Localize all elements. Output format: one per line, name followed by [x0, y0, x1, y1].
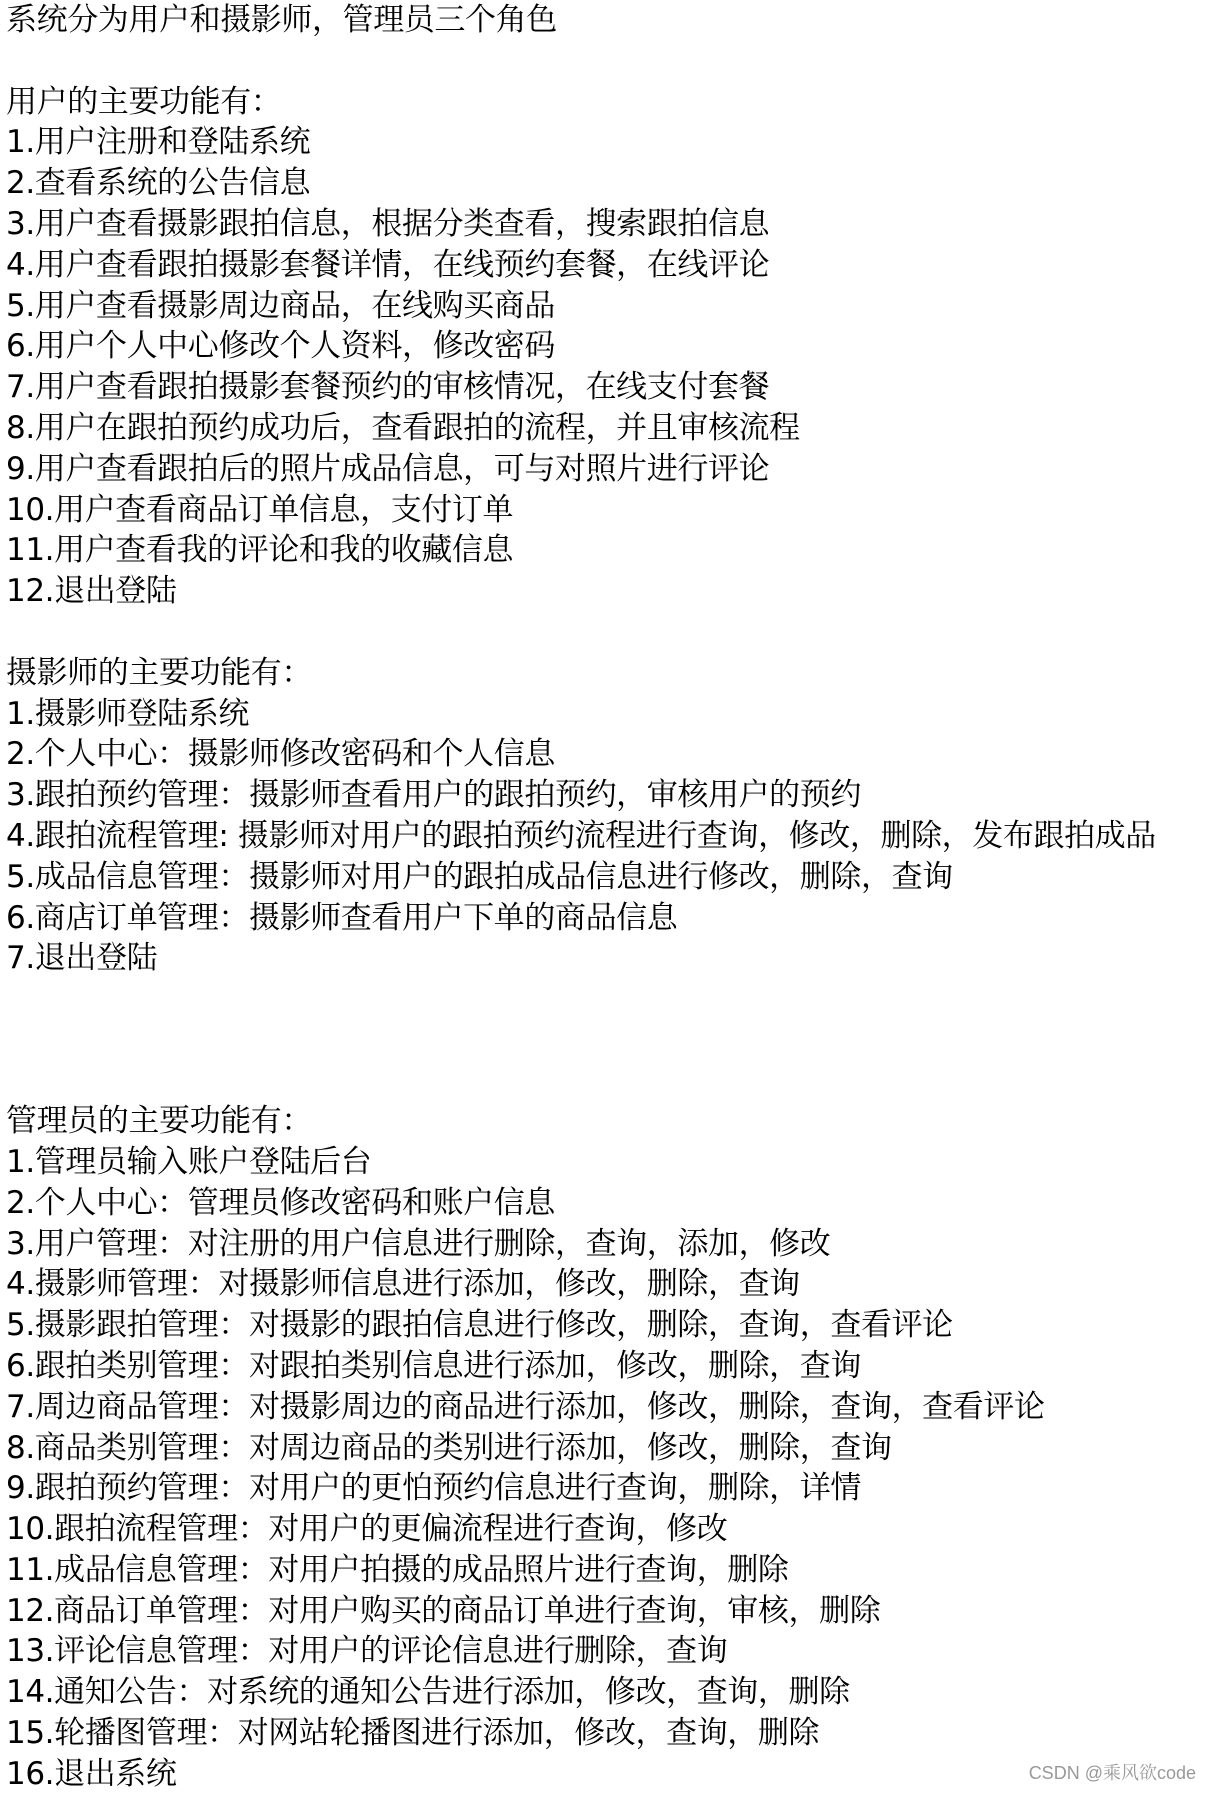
list-item: 10.用户查看商品订单信息，支付订单	[6, 491, 514, 528]
list-item: 2.个人中心：摄影师修改密码和个人信息	[6, 736, 555, 773]
list-item: 15.轮播图管理：对网站轮播图进行添加，修改，查询，删除	[6, 1715, 820, 1752]
list-item: 6.用户个人中心修改个人资料，修改密码	[6, 328, 555, 365]
list-item: 1.摄影师登陆系统	[6, 695, 249, 732]
list-item: 7.退出登陆	[6, 940, 158, 977]
admin-section	[6, 1101, 1206, 1795]
list-item: 4.用户查看跟拍摄影套餐详情，在线预约套餐，在线评论	[6, 246, 770, 283]
intro-line: 系统分为用户和摄影师，管理员三个角色	[6, 2, 557, 38]
list-item: 3.用户查看摄影跟拍信息，根据分类查看，搜索跟拍信息	[6, 205, 770, 242]
list-item: 2.个人中心：管理员修改密码和账户信息	[6, 1184, 555, 1221]
list-item: 1.用户注册和登陆系统	[6, 124, 311, 161]
blank-gap	[6, 979, 1206, 1101]
list-item: 14.通知公告：对系统的通知公告进行添加，修改，查询，删除	[6, 1674, 850, 1711]
section-heading: 摄影师的主要功能有：	[6, 654, 312, 691]
list-item: 5.成品信息管理：摄影师对用户的跟拍成品信息进行修改，删除，查询	[6, 858, 953, 895]
list-item: 6.商店订单管理：摄影师查看用户下单的商品信息	[6, 899, 678, 936]
list-item: 6.跟拍类别管理：对跟拍类别信息进行添加，修改，删除，查询	[6, 1347, 861, 1384]
list-item: 5.摄影跟拍管理：对摄影的跟拍信息进行修改，删除，查询，查看评论	[6, 1307, 953, 1344]
list-item: 12.退出登陆	[6, 573, 177, 610]
list-item: 9.用户查看跟拍后的照片成品信息，可与对照片进行评论	[6, 450, 770, 487]
list-item: 13.评论信息管理：对用户的评论信息进行删除，查询	[6, 1633, 728, 1670]
blank-line	[6, 41, 1206, 82]
list-item: 7.用户查看跟拍摄影套餐预约的审核情况，在线支付套餐	[6, 369, 770, 406]
blank-line	[6, 612, 1206, 653]
list-item: 3.用户管理：对注册的用户信息进行删除，查询，添加，修改	[6, 1225, 831, 1262]
list-item: 4.跟拍流程管理: 摄影师对用户的跟拍预约流程进行查询，修改，删除，发布跟拍成品	[6, 817, 1156, 854]
list-item: 12.商品订单管理：对用户购买的商品订单进行查询，审核，删除	[6, 1592, 881, 1629]
section-heading: 管理员的主要功能有：	[6, 1103, 312, 1140]
list-item: 1.管理员输入账户登陆后台	[6, 1143, 372, 1180]
list-item: 16.退出系统	[6, 1755, 177, 1792]
list-item: 7.周边商品管理：对摄影周边的商品进行添加，修改，删除，查询，查看评论	[6, 1388, 1045, 1425]
list-item: 3.跟拍预约管理：摄影师查看用户的跟拍预约，审核用户的预约	[6, 777, 861, 814]
document-body	[6, 0, 1206, 1795]
list-item: 2.查看系统的公告信息	[6, 165, 311, 202]
list-item: 5.用户查看摄影周边商品，在线购买商品	[6, 287, 555, 324]
list-item: 8.商品类别管理：对周边商品的类别进行添加，修改，删除，查询	[6, 1429, 892, 1466]
user-section	[6, 82, 1206, 612]
list-item: 10.跟拍流程管理：对用户的更偏流程进行查询，修改	[6, 1511, 728, 1548]
list-item: 8.用户在跟拍预约成功后，查看跟拍的流程，并且审核流程	[6, 409, 800, 446]
section-heading: 用户的主要功能有：	[6, 83, 282, 120]
list-item: 4.摄影师管理：对摄影师信息进行添加，修改，删除，查询	[6, 1266, 800, 1303]
list-item: 11.成品信息管理：对用户拍摄的成品照片进行查询，删除	[6, 1551, 789, 1588]
photographer-section	[6, 653, 1206, 979]
list-item: 11.用户查看我的评论和我的收藏信息	[6, 532, 514, 569]
csdn-watermark: CSDN @乘风欲code	[1028, 1763, 1196, 1783]
list-item: 9.跟拍预约管理：对用户的更怕预约信息进行查询，删除，详情	[6, 1470, 861, 1507]
